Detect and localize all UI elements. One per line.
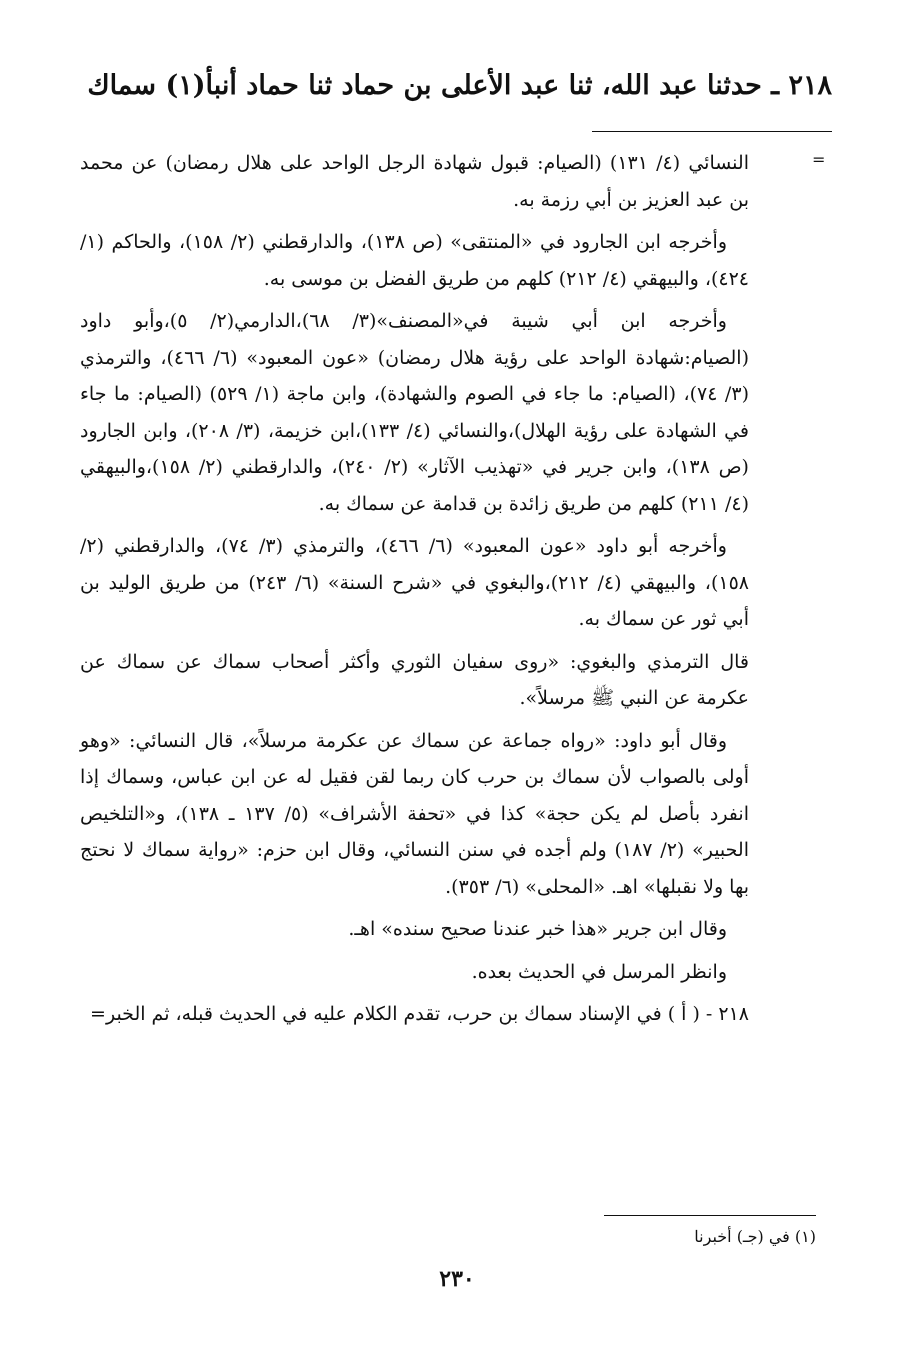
note-paragraph: قال الترمذي والبغوي: «روى سفيان الثوري وأكثر أصحاب سماك عن سماك عن عكرمة عن النبي ﷺ مرسلاً».	[80, 650, 749, 709]
commentary-notes	[80, 145, 749, 1039]
footnote: (١) في (جـ) أخبرنا	[694, 1227, 816, 1246]
note-paragraph: النسائي (٤/ ١٣١) (الصيام: قبول شهادة الرجل الواحد على هلال رمضان) عن محمد بن عبد العزيز بن أبي رزمة به.	[80, 152, 749, 211]
separator-rule	[592, 131, 832, 132]
page-number: ٢٣٠	[439, 1266, 475, 1292]
note-paragraph: وأخرجه أبو داود «عون المعبود» (٦/ ٤٦٦)، والترمذي (٣/ ٧٤)، والدارقطني (٢/ ١٥٨)، والبيهقي (٤/ ٢١٢)،والبغوي في «شرح السنة» (٦/ ٢٤٣) من طريق الوليد بن أبي ثور عن سماك به.	[80, 535, 749, 630]
continuation-mark: =	[812, 150, 826, 169]
note-paragraph: وأخرجه ابن أبي شيبة في«المصنف»(٣/ ٦٨)،الدارمي(٢/ ٥)،وأبو داود (الصيام:شهادة الواحد على رؤية هلال رمضان) «عون المعبود» (٦/ ٤٦٦)، والترمذي (٣/ ٧٤)، (الصيام: ما جاء في الصوم والشهادة)، وابن ماجة (١/ ٥٢٩) (الصيام: ما جاء في الشهادة على رؤية الهلال)،والنسائي (٤/ ١٣٣)،ابن خزيمة، (٣/ ٢٠٨)، وابن الجارود (ص ١٣٨)، وابن جرير في «تهذيب الآثار» (٢/ ٢٤٠)، والدارقطني (٢/ ١٥٨)،والبيهقي (٤/ ٢١١) كلهم من طريق زائدة بن قدامة عن سماك به.	[80, 310, 750, 515]
note-paragraph: وأخرجه ابن الجارود في «المنتقى» (ص ١٣٨)، والدارقطني (٢/ ١٥٨)، والحاكم (١/ ٤٢٤)، والبيهقي (٤/ ٢١٢) كلهم من طريق الفضل بن موسى به.	[80, 231, 749, 290]
note-paragraph: وقال أبو داود: «رواه جماعة عن سماك عن عكرمة مرسلاً»، قال النسائي: «وهو أولى بالصواب لأن سماك بن حرب كان ربما لقن فقيل له عن ابن عباس، وسماك إذا انفرد بأصل لم يكن حجة» كذا في «تحفة الأشراف» (٥/ ١٣٧ ـ ١٣٨)، و«التلخيص الحبير» (٢/ ١٨٧) ولم أجده في سنن النسائي، وقال ابن حزم: «رواية سماك لا نحتج بها ولا نقبلها» اهـ. «المحلى» (٦/ ٣٥٣).	[80, 729, 750, 898]
hadith-heading: ٢١٨ ـ حدثنا عبد الله، ثنا عبد الأعلى بن حماد ثنا حماد أنبأ(١) سماك	[87, 70, 832, 101]
note-paragraph: وانظر المرسل في الحديث بعده.	[471, 960, 727, 983]
note-paragraph: وقال ابن جرير «هذا خبر عندنا صحيح سنده» اهـ.	[348, 918, 727, 940]
footnote-rule	[604, 1215, 816, 1216]
note-paragraph: ٢١٨ - ( أ ) في الإسناد سماك بن حرب، تقدم الكلام عليه في الحديث قبله، ثم الخبر=	[90, 1003, 749, 1025]
